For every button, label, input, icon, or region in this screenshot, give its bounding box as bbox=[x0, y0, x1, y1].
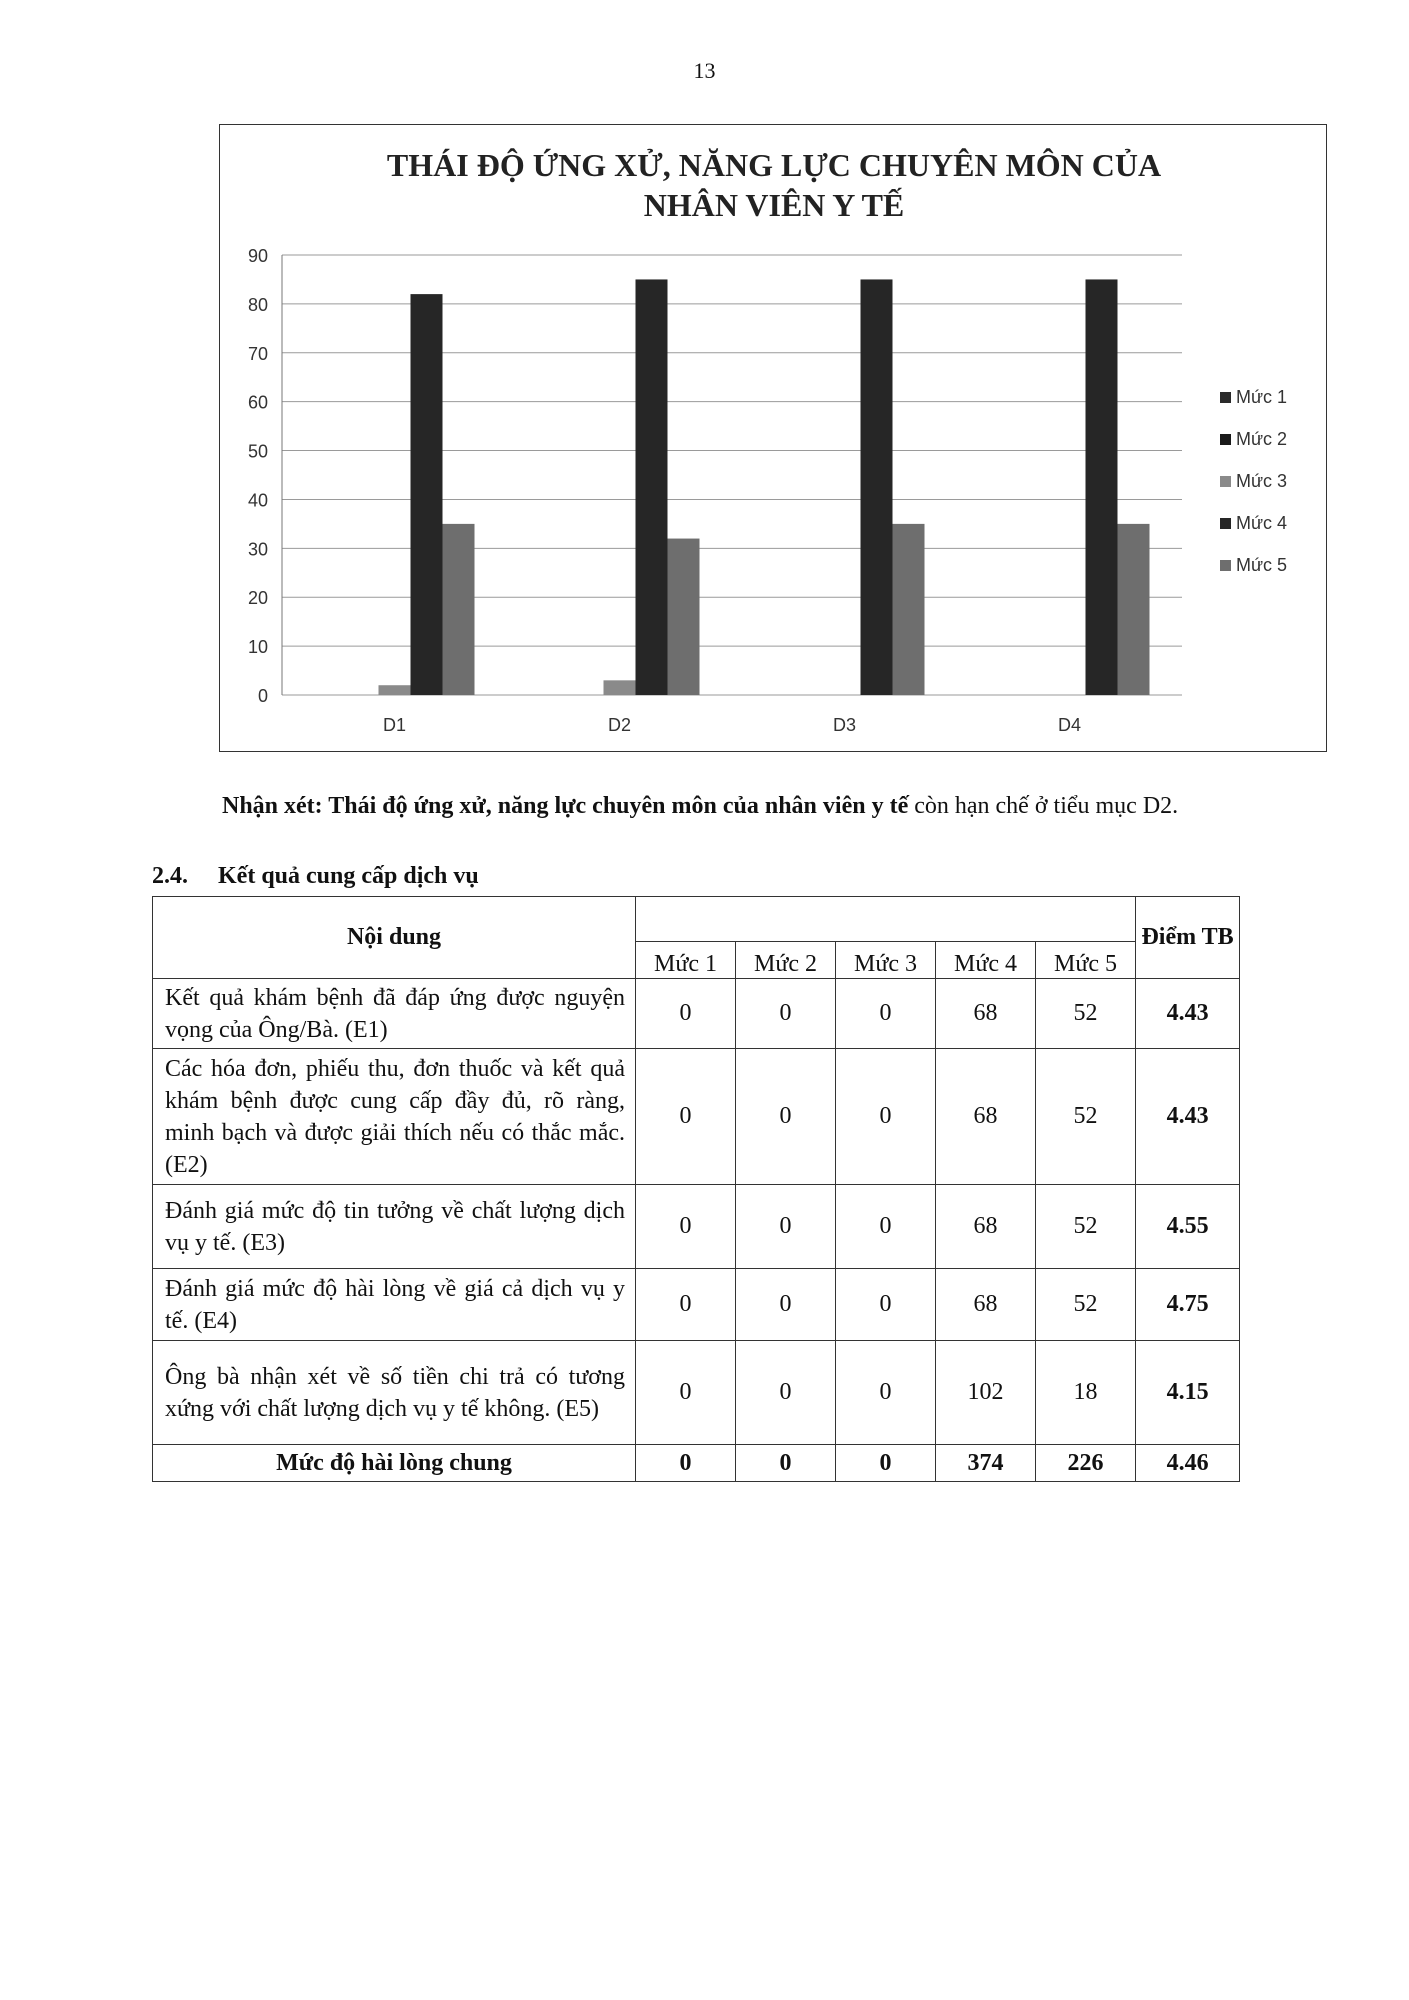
y-tick-label: 10 bbox=[247, 637, 268, 658]
bar bbox=[668, 539, 700, 695]
y-tick-label: 80 bbox=[247, 294, 268, 315]
row-content: Đánh giá mức độ hài lòng về giá cả dịch vụ y tế. (E4) bbox=[153, 1269, 636, 1341]
bar bbox=[379, 685, 411, 695]
table-row bbox=[153, 1185, 1240, 1269]
cell-m1: 0 bbox=[636, 1341, 736, 1445]
cell-m5: 52 bbox=[1036, 979, 1136, 1049]
chart-title-line-1: THÁI ĐỘ ỨNG XỬ, NĂNG LỰC CHUYÊN MÔN CỦA bbox=[386, 147, 1162, 183]
legend-label: Mức 5 bbox=[1236, 555, 1288, 575]
cell-avg: 4.15 bbox=[1136, 1341, 1240, 1445]
comment-label: Nhận xét: Thái độ ứng xử, năng lực chuyên môn của nhân viên y tế bbox=[222, 793, 909, 819]
comment-rest: còn hạn chế ở tiểu mục D2. bbox=[908, 793, 1179, 819]
cell-m1: 0 bbox=[636, 1185, 736, 1269]
table-row bbox=[153, 979, 1240, 1049]
cell-m4: 68 bbox=[936, 1269, 1036, 1341]
total-row bbox=[153, 1445, 1240, 1482]
legend-swatch bbox=[1220, 476, 1231, 487]
header-level: Mức 2 bbox=[736, 942, 836, 979]
cell-m1: 0 bbox=[636, 979, 736, 1049]
bar bbox=[893, 524, 925, 695]
cell-m1: 0 bbox=[636, 1269, 736, 1341]
cell-m2: 0 bbox=[736, 1049, 836, 1185]
bar bbox=[443, 524, 475, 695]
total-m2: 0 bbox=[736, 1445, 836, 1482]
header-levels-group bbox=[636, 897, 1136, 942]
cell-m2: 0 bbox=[736, 1269, 836, 1341]
legend-swatch bbox=[1220, 392, 1231, 403]
legend-label: Mức 2 bbox=[1236, 429, 1288, 449]
row-content: Kết quả khám bệnh đã đáp ứng được nguyện vọng của Ông/Bà. (E1) bbox=[153, 979, 636, 1049]
header-level: Mức 5 bbox=[1036, 942, 1136, 979]
legend-swatch bbox=[1220, 434, 1231, 445]
page-number: 13 bbox=[693, 58, 716, 83]
cell-avg: 4.43 bbox=[1136, 979, 1240, 1049]
cell-m5: 52 bbox=[1036, 1185, 1136, 1269]
total-m3: 0 bbox=[836, 1445, 936, 1482]
cell-m4: 102 bbox=[936, 1341, 1036, 1445]
header-avg: Điểm TB bbox=[1136, 897, 1240, 979]
comment-paragraph bbox=[152, 790, 1282, 822]
y-tick-label: 60 bbox=[247, 392, 268, 413]
total-m4: 374 bbox=[936, 1445, 1036, 1482]
total-m5: 226 bbox=[1036, 1445, 1136, 1482]
section-title: Kết quả cung cấp dịch vụ bbox=[218, 863, 479, 889]
x-tick-label: D1 bbox=[382, 715, 407, 735]
cell-m5: 52 bbox=[1036, 1269, 1136, 1341]
x-tick-label: D4 bbox=[1057, 715, 1082, 735]
header-level: Mức 1 bbox=[636, 942, 736, 979]
cell-m5: 52 bbox=[1036, 1049, 1136, 1185]
table-row bbox=[153, 1341, 1240, 1445]
row-content: Đánh giá mức độ tin tưởng về chất lượng dịch vụ y tế. (E3) bbox=[153, 1185, 636, 1269]
legend-label: Mức 1 bbox=[1236, 387, 1288, 407]
y-tick-label: 40 bbox=[247, 490, 268, 511]
results-table bbox=[152, 896, 1240, 1482]
y-tick-label: 0 bbox=[257, 686, 268, 706]
chart-plot bbox=[220, 125, 1326, 751]
legend-label: Mức 4 bbox=[1236, 513, 1288, 533]
bar-chart bbox=[219, 124, 1327, 752]
header-level: Mức 3 bbox=[836, 942, 936, 979]
row-content: Ông bà nhận xét về số tiền chi trả có tương xứng với chất lượng dịch vụ y tế không. (E5) bbox=[153, 1341, 636, 1445]
bar bbox=[861, 279, 893, 695]
bar bbox=[604, 680, 636, 695]
row-content: Các hóa đơn, phiếu thu, đơn thuốc và kết quả khám bệnh được cung cấp đầy đủ, rõ ràng, minh bạch và được giải thích nếu có thắc mắc. (E2) bbox=[153, 1049, 636, 1185]
cell-m2: 0 bbox=[736, 979, 836, 1049]
cell-avg: 4.75 bbox=[1136, 1269, 1240, 1341]
legend-swatch bbox=[1220, 518, 1231, 529]
x-tick-label: D2 bbox=[607, 715, 632, 735]
y-tick-label: 90 bbox=[247, 246, 268, 266]
cell-avg: 4.55 bbox=[1136, 1185, 1240, 1269]
table-row bbox=[153, 1049, 1240, 1185]
bar bbox=[1118, 524, 1150, 695]
y-tick-label: 20 bbox=[247, 588, 268, 609]
cell-m5: 18 bbox=[1036, 1341, 1136, 1445]
x-tick-label: D3 bbox=[832, 715, 857, 735]
total-avg: 4.46 bbox=[1136, 1445, 1240, 1482]
y-tick-label: 50 bbox=[247, 441, 268, 462]
cell-m2: 0 bbox=[736, 1185, 836, 1269]
total-m1: 0 bbox=[636, 1445, 736, 1482]
cell-m4: 68 bbox=[936, 1185, 1036, 1269]
table-header-row bbox=[153, 897, 1240, 942]
chart-title-line-2: NHÂN VIÊN Y TẾ bbox=[643, 187, 905, 223]
cell-m4: 68 bbox=[936, 979, 1036, 1049]
section-number: 2.4. bbox=[152, 863, 188, 889]
table-row bbox=[153, 1269, 1240, 1341]
cell-m3: 0 bbox=[836, 1341, 936, 1445]
cell-m3: 0 bbox=[836, 1049, 936, 1185]
y-tick-label: 70 bbox=[247, 343, 268, 364]
total-label: Mức độ hài lòng chung bbox=[153, 1445, 636, 1482]
bar bbox=[411, 294, 443, 695]
cell-avg: 4.43 bbox=[1136, 1049, 1240, 1185]
header-content: Nội dung bbox=[153, 897, 636, 979]
cell-m3: 0 bbox=[836, 1269, 936, 1341]
bar bbox=[636, 279, 668, 695]
header-level: Mức 4 bbox=[936, 942, 1036, 979]
legend-label: Mức 3 bbox=[1236, 471, 1288, 491]
cell-m3: 0 bbox=[836, 979, 936, 1049]
cell-m3: 0 bbox=[836, 1185, 936, 1269]
cell-m4: 68 bbox=[936, 1049, 1036, 1185]
y-tick-label: 30 bbox=[247, 539, 268, 560]
bar bbox=[1086, 279, 1118, 695]
legend-swatch bbox=[1220, 560, 1231, 571]
cell-m1: 0 bbox=[636, 1049, 736, 1185]
cell-m2: 0 bbox=[736, 1341, 836, 1445]
section-heading bbox=[152, 863, 479, 890]
